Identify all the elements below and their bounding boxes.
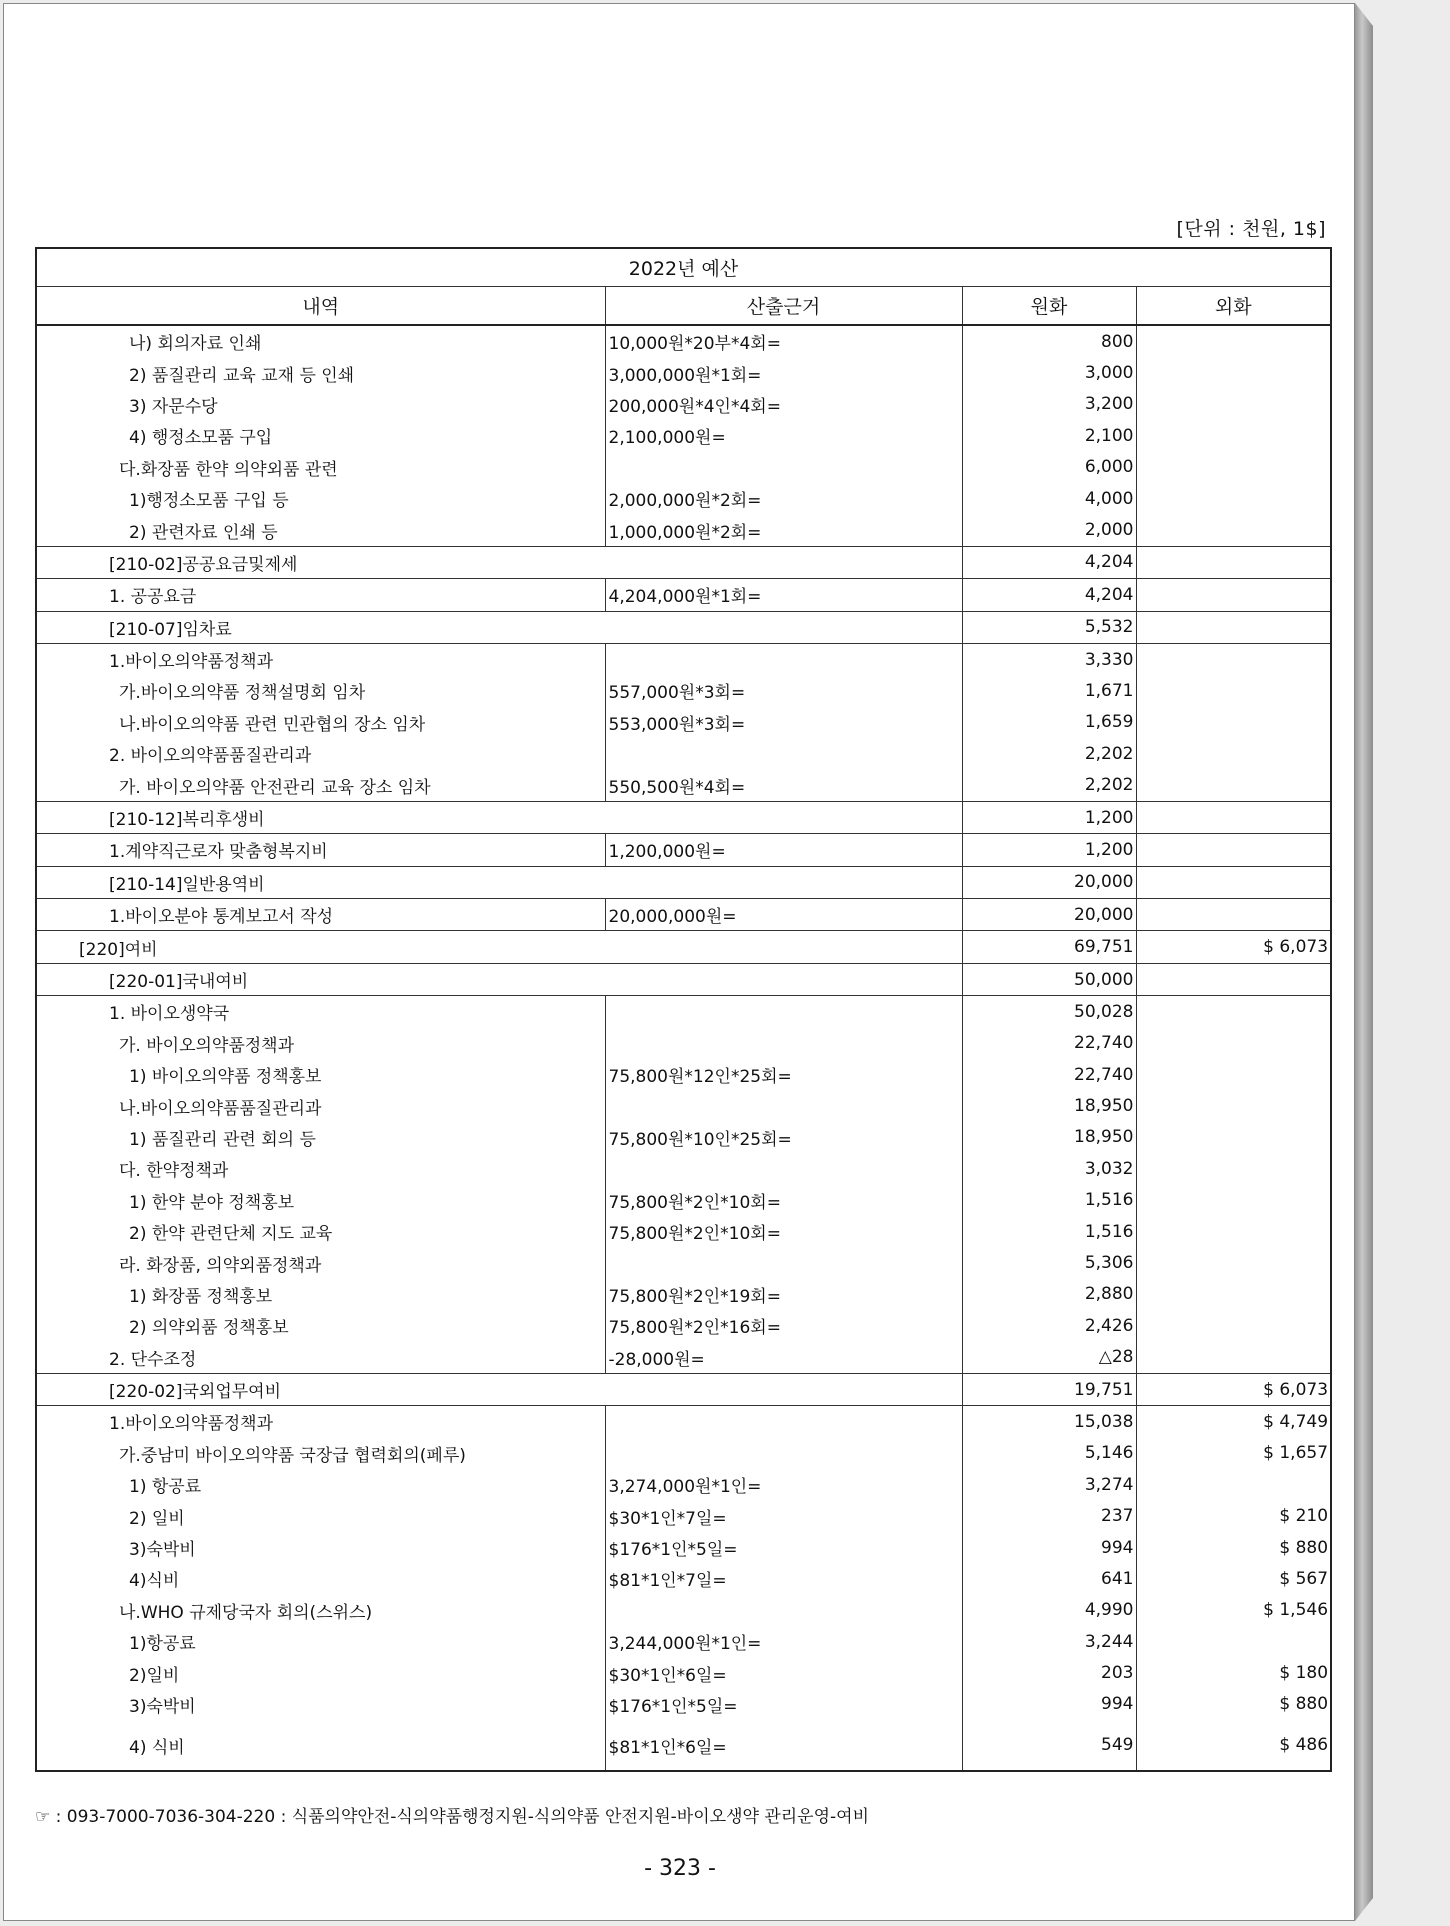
row-fx xyxy=(1136,1279,1331,1310)
table-row xyxy=(36,899,1331,931)
row-krw: 50,000 xyxy=(962,963,1136,995)
row-item: 2. 바이오의약품품질관리과 xyxy=(36,738,605,769)
row-fx xyxy=(1136,801,1331,833)
table-row xyxy=(36,1563,1331,1594)
table-row xyxy=(36,483,1331,514)
table-row xyxy=(36,1373,1331,1405)
row-item: 1.바이오분야 통계보고서 작성 xyxy=(36,899,605,931)
row-item: 가. 바이오의약품정책과 xyxy=(36,1028,605,1059)
header-fx: 외화 xyxy=(1136,287,1331,326)
row-item: 3) 자문수당 xyxy=(36,389,605,420)
row-krw: 3,244 xyxy=(962,1626,1136,1657)
row-basis: $30*1인*7일= xyxy=(605,1500,962,1531)
table-body xyxy=(36,325,1331,1771)
row-krw: 18,950 xyxy=(962,1122,1136,1153)
row-fx xyxy=(1136,963,1331,995)
row-fx xyxy=(1136,1626,1331,1657)
row-basis: 10,000원*20부*4회= xyxy=(605,325,962,357)
row-krw: 4,990 xyxy=(962,1595,1136,1626)
row-item: [210-07]임차료 xyxy=(36,611,962,643)
row-item: 1) 한약 분야 정책홍보 xyxy=(36,1185,605,1216)
row-basis: 553,000원*3회= xyxy=(605,707,962,738)
row-krw: 237 xyxy=(962,1500,1136,1531)
table-row xyxy=(36,707,1331,738)
row-item: [210-14]일반용역비 xyxy=(36,866,962,898)
row-krw: 3,200 xyxy=(962,389,1136,420)
row-item: 1. 공공요금 xyxy=(36,579,605,611)
row-krw: 994 xyxy=(962,1532,1136,1563)
table-row xyxy=(36,1595,1331,1626)
row-fx xyxy=(1136,1469,1331,1500)
row-item: 1)항공료 xyxy=(36,1626,605,1657)
table-row xyxy=(36,1532,1331,1563)
row-basis: $81*1인*7일= xyxy=(605,1563,962,1594)
row-fx xyxy=(1136,1216,1331,1247)
row-basis: 200,000원*4인*4회= xyxy=(605,389,962,420)
row-item: [210-12]복리후생비 xyxy=(36,801,962,833)
row-fx: $ 880 xyxy=(1136,1689,1331,1720)
table-row xyxy=(36,1626,1331,1657)
page-number: - 323 - xyxy=(644,1856,716,1881)
table-row xyxy=(36,931,1331,963)
row-item: [220]여비 xyxy=(36,931,962,963)
row-basis xyxy=(605,452,962,483)
row-krw: 2,100 xyxy=(962,420,1136,451)
row-krw: 18,950 xyxy=(962,1090,1136,1121)
table-row xyxy=(36,1153,1331,1184)
row-item: 1) 바이오의약품 정책홍보 xyxy=(36,1059,605,1090)
row-item: 1.바이오의약품정책과 xyxy=(36,643,605,675)
row-krw: 4,000 xyxy=(962,483,1136,514)
table-row xyxy=(36,1720,1331,1771)
row-krw: 20,000 xyxy=(962,866,1136,898)
row-basis: 550,500원*4회= xyxy=(605,769,962,801)
budget-code-footnote: ☞ : 093-7000-7036-304-220 : 식품의약안전-식의약품행정지원-식의약품 안전지원-바이오생약 관리운영-여비 xyxy=(35,1807,869,1827)
row-item: 다. 한약정책과 xyxy=(36,1153,605,1184)
row-fx: $ 6,073 xyxy=(1136,931,1331,963)
row-fx xyxy=(1136,579,1331,611)
table-row xyxy=(36,514,1331,546)
row-item: 가. 바이오의약품 안전관리 교육 장소 임차 xyxy=(36,769,605,801)
row-krw: 2,000 xyxy=(962,514,1136,546)
table-row xyxy=(36,769,1331,801)
row-fx xyxy=(1136,452,1331,483)
row-basis: 75,800원*10인*25회= xyxy=(605,1122,962,1153)
document-page xyxy=(3,3,1355,1921)
row-basis: 2,100,000원= xyxy=(605,420,962,451)
table-row xyxy=(36,1122,1331,1153)
row-krw: 6,000 xyxy=(962,452,1136,483)
row-item: 나.바이오의약품 관련 민관협의 장소 임차 xyxy=(36,707,605,738)
row-basis xyxy=(605,1028,962,1059)
table-row xyxy=(36,1185,1331,1216)
row-fx: $ 4,749 xyxy=(1136,1406,1331,1438)
row-fx xyxy=(1136,1310,1331,1341)
row-basis: 1,200,000원= xyxy=(605,834,962,866)
row-krw: 2,202 xyxy=(962,738,1136,769)
row-fx: $ 1,657 xyxy=(1136,1438,1331,1469)
row-krw: 5,532 xyxy=(962,611,1136,643)
row-basis xyxy=(605,1406,962,1438)
row-item: 1. 바이오생약국 xyxy=(36,996,605,1028)
table-row xyxy=(36,866,1331,898)
row-krw: 1,516 xyxy=(962,1185,1136,1216)
row-krw: 800 xyxy=(962,325,1136,357)
row-krw: 1,659 xyxy=(962,707,1136,738)
row-fx xyxy=(1136,546,1331,578)
table-row xyxy=(36,579,1331,611)
table-row xyxy=(36,389,1331,420)
row-item: 나) 회의자료 인쇄 xyxy=(36,325,605,357)
table-row xyxy=(36,1689,1331,1720)
table-row xyxy=(36,1406,1331,1438)
row-item: 1) 화장품 정책홍보 xyxy=(36,1279,605,1310)
row-krw: 203 xyxy=(962,1657,1136,1688)
row-fx xyxy=(1136,1028,1331,1059)
table-row xyxy=(36,452,1331,483)
row-basis: 75,800원*12인*25회= xyxy=(605,1059,962,1090)
table-title: 2022년 예산 xyxy=(36,248,1331,287)
row-fx xyxy=(1136,996,1331,1028)
row-item: 2) 관련자료 인쇄 등 xyxy=(36,514,605,546)
row-fx: $ 567 xyxy=(1136,1563,1331,1594)
table-row xyxy=(36,1090,1331,1121)
table-row xyxy=(36,1216,1331,1247)
row-krw: 20,000 xyxy=(962,899,1136,931)
row-krw: 2,202 xyxy=(962,769,1136,801)
budget-table xyxy=(35,247,1332,1772)
row-basis: 2,000,000원*2회= xyxy=(605,483,962,514)
row-basis xyxy=(605,738,962,769)
row-krw: 19,751 xyxy=(962,1373,1136,1405)
row-item: 나.바이오의약품품질관리과 xyxy=(36,1090,605,1121)
row-item: 3)숙박비 xyxy=(36,1532,605,1563)
table-row xyxy=(36,1028,1331,1059)
row-item: 2) 한약 관련단체 지도 교육 xyxy=(36,1216,605,1247)
row-basis: 3,274,000원*1인= xyxy=(605,1469,962,1500)
row-item: 2. 단수조정 xyxy=(36,1342,605,1374)
row-krw: 994 xyxy=(962,1689,1136,1720)
row-item: 2)일비 xyxy=(36,1657,605,1688)
table-row xyxy=(36,1279,1331,1310)
row-basis: 3,244,000원*1인= xyxy=(605,1626,962,1657)
row-basis: $176*1인*5일= xyxy=(605,1689,962,1720)
row-basis xyxy=(605,1438,962,1469)
row-item: 1) 항공료 xyxy=(36,1469,605,1500)
row-basis xyxy=(605,1247,962,1278)
row-fx xyxy=(1136,1122,1331,1153)
table-row xyxy=(36,675,1331,706)
row-krw: 3,000 xyxy=(962,357,1136,388)
row-krw: 1,516 xyxy=(962,1216,1136,1247)
row-basis xyxy=(605,996,962,1028)
row-item: 2) 품질관리 교육 교재 등 인쇄 xyxy=(36,357,605,388)
row-item: 1)행정소모품 구입 등 xyxy=(36,483,605,514)
table-row xyxy=(36,420,1331,451)
row-krw: 549 xyxy=(962,1720,1136,1771)
row-item: 1) 품질관리 관련 회의 등 xyxy=(36,1122,605,1153)
table-row xyxy=(36,1247,1331,1278)
row-basis xyxy=(605,1153,962,1184)
row-krw: 3,274 xyxy=(962,1469,1136,1500)
table-row xyxy=(36,1059,1331,1090)
row-fx xyxy=(1136,1153,1331,1184)
row-basis: 1,000,000원*2회= xyxy=(605,514,962,546)
row-basis: 557,000원*3회= xyxy=(605,675,962,706)
row-basis xyxy=(605,643,962,675)
row-fx xyxy=(1136,643,1331,675)
row-basis: -28,000원= xyxy=(605,1342,962,1374)
table-row xyxy=(36,643,1331,675)
row-fx xyxy=(1136,389,1331,420)
row-item: [220-02]국외업무여비 xyxy=(36,1373,962,1405)
row-fx: $ 6,073 xyxy=(1136,1373,1331,1405)
row-fx xyxy=(1136,1247,1331,1278)
row-krw: 5,146 xyxy=(962,1438,1136,1469)
unit-label: [단위 : 천원, 1$] xyxy=(1176,218,1326,240)
table-row xyxy=(36,963,1331,995)
row-basis: 75,800원*2인*16회= xyxy=(605,1310,962,1341)
row-basis: 3,000,000원*1회= xyxy=(605,357,962,388)
row-krw: 4,204 xyxy=(962,546,1136,578)
row-krw: 2,426 xyxy=(962,1310,1136,1341)
row-item: [210-02]공공요금및제세 xyxy=(36,546,962,578)
row-item: 1.계약직근로자 맞춤형복지비 xyxy=(36,834,605,866)
table-row xyxy=(36,325,1331,357)
row-fx xyxy=(1136,899,1331,931)
table-row xyxy=(36,996,1331,1028)
row-fx xyxy=(1136,357,1331,388)
row-item: [220-01]국내여비 xyxy=(36,963,962,995)
row-item: 가.중남미 바이오의약품 국장급 협력회의(페루) xyxy=(36,1438,605,1469)
row-krw: 1,671 xyxy=(962,675,1136,706)
row-fx xyxy=(1136,1090,1331,1121)
row-basis: 75,800원*2인*19회= xyxy=(605,1279,962,1310)
row-basis xyxy=(605,1595,962,1626)
page-edge xyxy=(1355,3,1373,1921)
row-fx xyxy=(1136,483,1331,514)
table-row xyxy=(36,738,1331,769)
row-fx: $ 1,546 xyxy=(1136,1595,1331,1626)
row-krw: 4,204 xyxy=(962,579,1136,611)
row-krw: 3,032 xyxy=(962,1153,1136,1184)
table-row xyxy=(36,1310,1331,1341)
row-basis: 4,204,000원*1회= xyxy=(605,579,962,611)
row-item: 2) 의약외품 정책홍보 xyxy=(36,1310,605,1341)
row-fx xyxy=(1136,1185,1331,1216)
table-row xyxy=(36,801,1331,833)
row-item: 나.WHO 규제당국자 회의(스위스) xyxy=(36,1595,605,1626)
row-krw: 641 xyxy=(962,1563,1136,1594)
row-fx xyxy=(1136,738,1331,769)
row-fx xyxy=(1136,325,1331,357)
row-fx xyxy=(1136,834,1331,866)
row-item: 4) 식비 xyxy=(36,1720,605,1771)
row-krw: 1,200 xyxy=(962,801,1136,833)
row-item: 4)식비 xyxy=(36,1563,605,1594)
row-item: 라. 화장품, 의약외품정책과 xyxy=(36,1247,605,1278)
row-fx xyxy=(1136,1342,1331,1374)
row-item: 3)숙박비 xyxy=(36,1689,605,1720)
row-basis xyxy=(605,1090,962,1121)
row-basis: 20,000,000원= xyxy=(605,899,962,931)
row-krw: 15,038 xyxy=(962,1406,1136,1438)
header-basis: 산출근거 xyxy=(605,287,962,326)
row-basis: $81*1인*6일= xyxy=(605,1720,962,1771)
row-item: 4) 행정소모품 구입 xyxy=(36,420,605,451)
row-item: 다.화장품 한약 의약외품 관련 xyxy=(36,452,605,483)
table-row xyxy=(36,1438,1331,1469)
table-row xyxy=(36,546,1331,578)
header-item: 내역 xyxy=(36,287,605,326)
header-krw: 원화 xyxy=(962,287,1136,326)
table-row xyxy=(36,1469,1331,1500)
row-item: 1.바이오의약품정책과 xyxy=(36,1406,605,1438)
row-fx xyxy=(1136,675,1331,706)
row-fx xyxy=(1136,514,1331,546)
row-fx xyxy=(1136,866,1331,898)
row-krw: △28 xyxy=(962,1342,1136,1374)
row-fx: $ 180 xyxy=(1136,1657,1331,1688)
row-fx xyxy=(1136,420,1331,451)
row-krw: 5,306 xyxy=(962,1247,1136,1278)
row-basis: 75,800원*2인*10회= xyxy=(605,1216,962,1247)
row-item: 2) 일비 xyxy=(36,1500,605,1531)
row-fx xyxy=(1136,769,1331,801)
row-fx: $ 210 xyxy=(1136,1500,1331,1531)
row-basis: $176*1인*5일= xyxy=(605,1532,962,1563)
row-fx: $ 486 xyxy=(1136,1720,1331,1771)
table-row xyxy=(36,1500,1331,1531)
row-fx: $ 880 xyxy=(1136,1532,1331,1563)
row-krw: 3,330 xyxy=(962,643,1136,675)
row-fx xyxy=(1136,1059,1331,1090)
row-fx xyxy=(1136,707,1331,738)
row-krw: 1,200 xyxy=(962,834,1136,866)
row-item: 가.바이오의약품 정책설명회 임차 xyxy=(36,675,605,706)
row-krw: 22,740 xyxy=(962,1059,1136,1090)
row-basis: $30*1인*6일= xyxy=(605,1657,962,1688)
table-row xyxy=(36,834,1331,866)
row-basis: 75,800원*2인*10회= xyxy=(605,1185,962,1216)
row-krw: 22,740 xyxy=(962,1028,1136,1059)
row-krw: 69,751 xyxy=(962,931,1136,963)
row-fx xyxy=(1136,611,1331,643)
table-row xyxy=(36,1657,1331,1688)
row-krw: 50,028 xyxy=(962,996,1136,1028)
row-krw: 2,880 xyxy=(962,1279,1136,1310)
table-row xyxy=(36,1342,1331,1374)
table-row xyxy=(36,357,1331,388)
table-row xyxy=(36,611,1331,643)
